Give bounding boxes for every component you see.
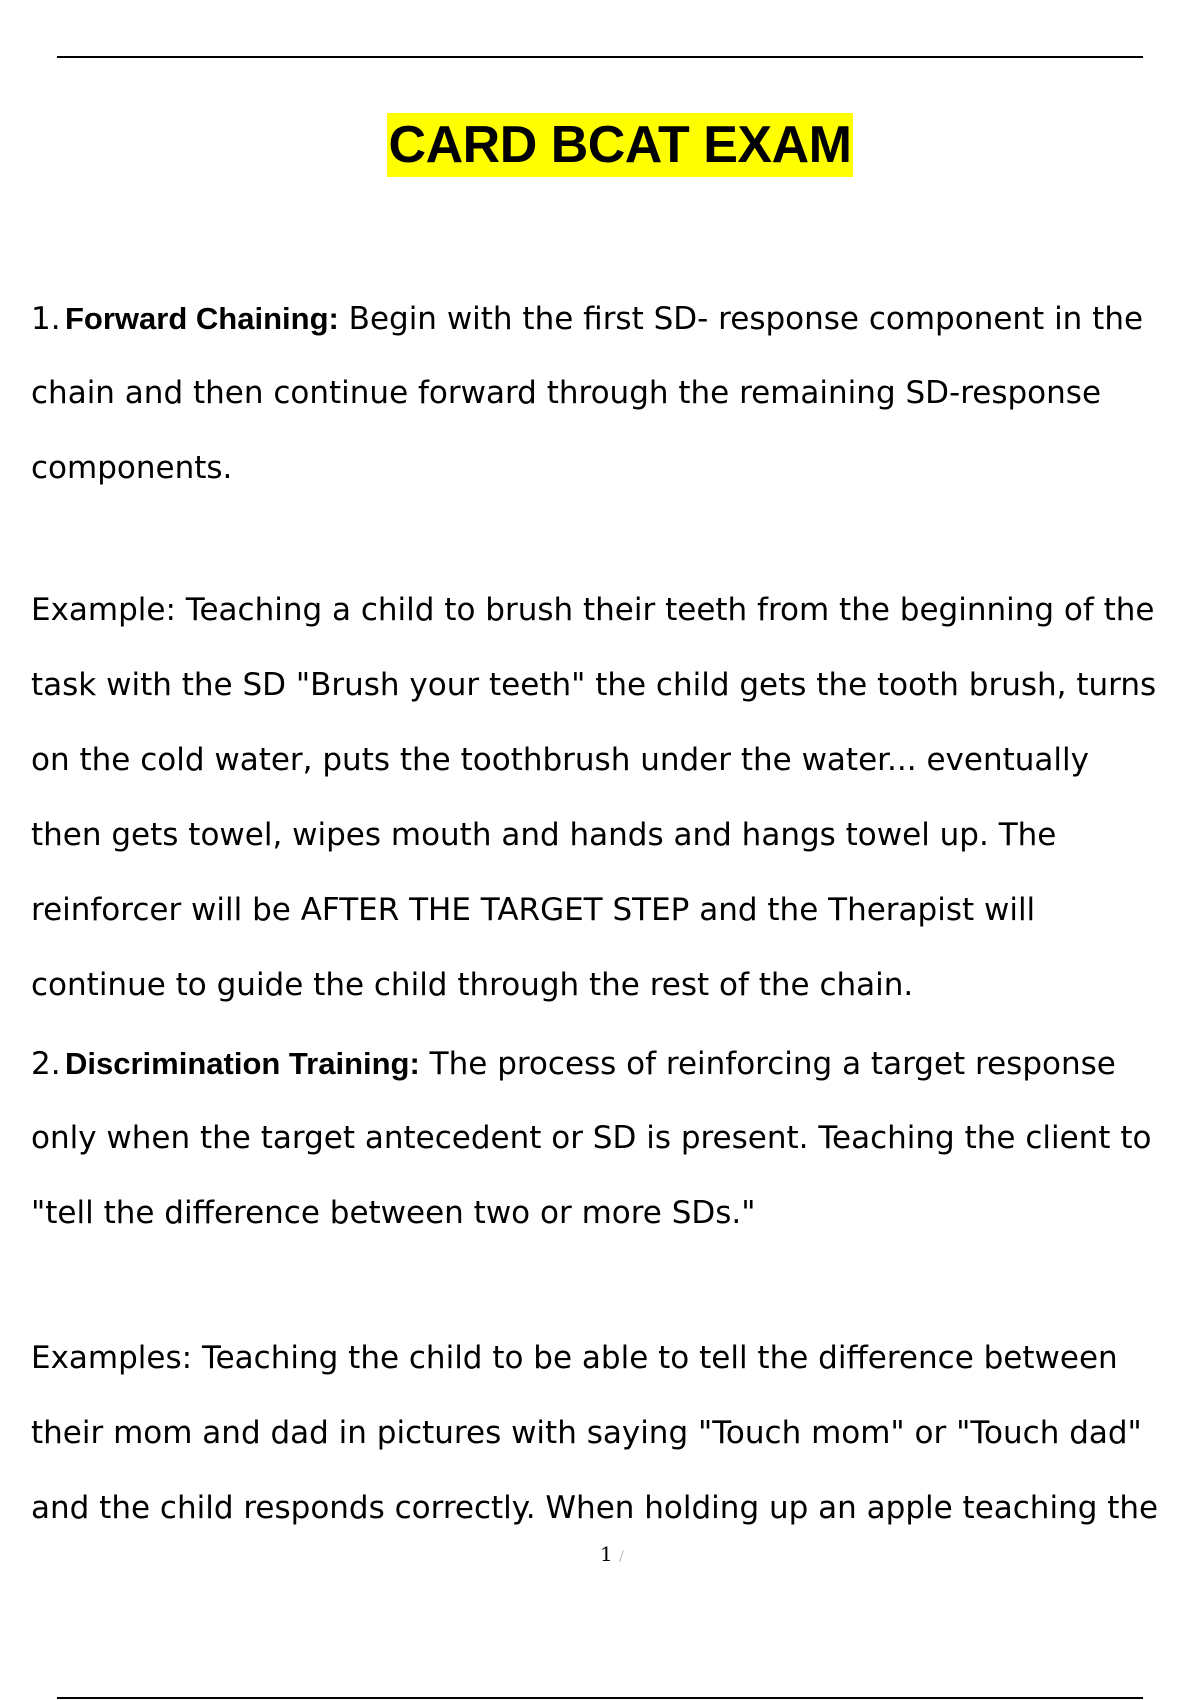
item-2-definition: [31, 1026, 1200, 1251]
item-1-example-line: reinforcer will be AFTER THE TARGET STEP and the Therapist will: [31, 892, 1036, 928]
item-2-example-line: and the child responds correctly. When holding up an apple teaching the: [31, 1490, 1159, 1526]
title-container: [0, 113, 1200, 177]
item-2-definition-line: only when the target antecedent or SD is present. Teaching the client to: [31, 1120, 1152, 1156]
document-title: CARD BCAT EXAM: [387, 113, 854, 177]
item-1-number: 1.: [31, 301, 61, 337]
bottom-rule: [57, 1697, 1143, 1699]
item-1-example-line: Example: Teaching a child to brush their teeth from the beginning of the: [31, 592, 1155, 628]
item-2-example: [31, 1321, 1200, 1546]
item-2-definition-line: The process of reinforcing a target response: [419, 1046, 1116, 1082]
item-1-example: [31, 573, 1200, 1023]
item-2-example-line: Examples: Teaching the child to be able to tell the difference between: [31, 1340, 1118, 1376]
page-number: [600, 1542, 624, 1566]
item-1-example-line: on the cold water, puts the toothbrush under the water... eventually: [31, 742, 1089, 778]
item-1-term: Forward Chaining:: [65, 301, 339, 336]
page-number-value: 1: [600, 1542, 613, 1566]
item-1-example-line: continue to guide the child through the rest of the chain.: [31, 967, 914, 1003]
item-1-example-line: task with the SD "Brush your teeth" the child gets the tooth brush, turns: [31, 667, 1157, 703]
item-1-definition-line: Begin with the first SD- response component in the: [338, 301, 1144, 337]
page-number-separator: /: [619, 1549, 624, 1565]
item-1-example-line: then gets towel, wipes mouth and hands and hangs towel up. The: [31, 817, 1057, 853]
item-2-definition-line: "tell the difference between two or more SDs.": [31, 1195, 756, 1231]
item-2-term: Discrimination Training:: [65, 1046, 420, 1081]
top-rule: [57, 56, 1143, 58]
item-2-line-1: [31, 1026, 1200, 1101]
item-1-definition: [31, 281, 1200, 506]
item-1-definition-line: chain and then continue forward through the remaining SD-response: [31, 375, 1102, 411]
item-1-line-1: [31, 281, 1200, 356]
item-1-definition-line: components.: [31, 450, 233, 486]
item-2-example-line: their mom and dad in pictures with saying "Touch mom" or "Touch dad": [31, 1415, 1142, 1451]
item-2-number: 2.: [31, 1046, 61, 1082]
